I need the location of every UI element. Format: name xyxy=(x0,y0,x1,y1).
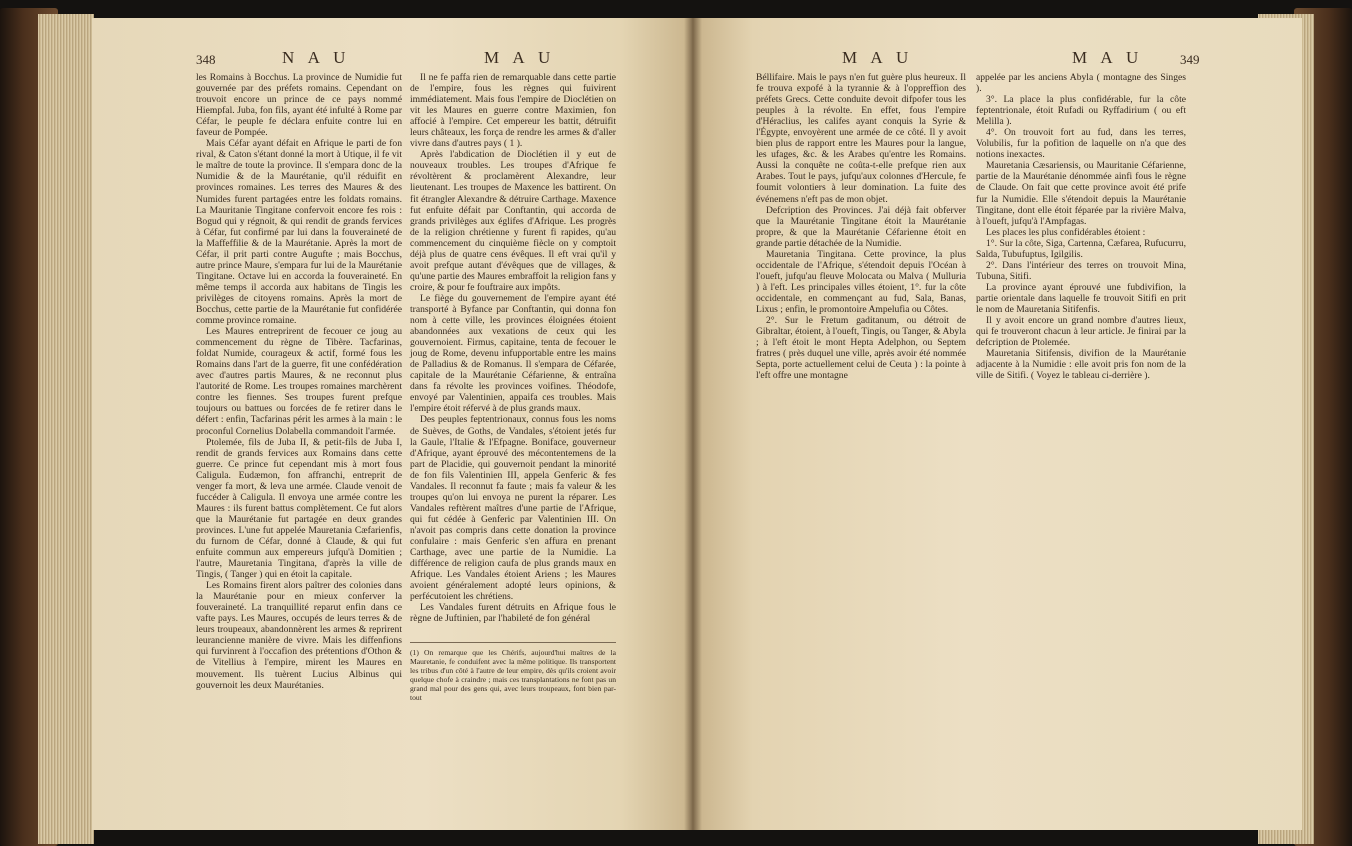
paragraph: 4°. On trouvoit fort au fud, dans les terres, Volubilis, fur la pofition de laquelle on n'a que des notions inexactes. xyxy=(976,127,1186,161)
right-page xyxy=(692,18,1302,830)
paragraph: Les Vandales furent détruits en Afrique fous le règne de Juftinien, par l'habileté de fon général xyxy=(410,602,616,625)
paragraph: 2°. Dans l'intérieur des terres on trouvoit Mina, Tubuna, Sitifi. xyxy=(976,259,1186,282)
text-column-1 xyxy=(756,72,966,381)
page-number: 349 xyxy=(1180,52,1200,67)
paragraph: appelée par les anciens Abyla ( montagne des Singes ). xyxy=(976,72,1186,95)
paragraph: 2°. Sur le Fretum gaditanum, ou détroit de Gibraltar, étoient, à l'oueft, Tingis, ou Tanger, & Abyla ; à l'eft étoit le mont Hepta Adelphon, ou Septem fratres ( près duquel une ville, après avoir été nommée Septa, porte actuellement celui de Ceuta ) : la pointe à l'eft offre une montagne xyxy=(756,315,966,382)
running-head-left: M A U xyxy=(842,48,914,67)
running-head-right: M A U xyxy=(484,48,556,67)
paragraph: Il ne fe paffa rien de remarquable dans cette partie de l'empire, fous les règnes qui fuivirent immédiatement. Mais fous l'empire de Dioclétien on vit les Maures en guerre contre Maximien, fon affocié à l'empire. Cet empereur les battit, détruifit leurs châteaux, les força de rendre les armes & d'aller vivre dans d'autres pays ( 1 ). xyxy=(410,72,616,150)
paragraph: Mauretania Tingitana. Cette province, la plus occidentale de l'Afrique, s'étendoit depuis l'Océan à l'oueft, jufqu'au fleuve Molocata ou Malva ( Mulluria ) à l'eft. Les principales villes étoient, 1°. fur la côte occidentale, en commençant au fud, Sala, Banas, Lixus ; enfin, le promontoire Ampelufia ou Côtes. xyxy=(756,248,966,315)
paragraph: Mauretania Cæsariensis, ou Mauritanie Céfarienne, partie de la Maurétanie dénommée ainfi fous le règne de Claude. On fait que cette province avoit été prife fur la Numidie. Elle s'étendoit depuis la Maurétanie Tingitane, dont elle étoit féparée par la rivière Malva, à l'oueft, jufqu'à l'Ampfagas. xyxy=(976,160,1186,227)
paragraph: Mais Céfar ayant défait en Afrique le parti de fon rival, & Caton s'étant donné la mort à Utique, il fe vit le maître de toute la province. Il s'empara donc de la Numidie & de la Maurétanie, qu'il réduifit en provinces romaines. Les terres des Maures & des Numides furent partagées entre les foldats romains. La Mauritanie Tingitane confervoit encore fes rois : Bogud qui y régnoit, & qui rendit de grands fervices à Céfar, fut confirmé par lui dans la fouveraineté de la Maffeffilie & de la Maurétanie. Après la mort de Céfar, il prit parti contre Augufte ; mais Bocchus, autre prince Maure, s'empara fur lui de la Maurétanie Tingitane. Octave lui en accorda la fouveraineté. En même temps il accorda aux habitans de Tingis les privilèges de citoyens romains. Après la mort de Bocchus, cette partie de la Maurétanie fut confidérée comme province romaine. xyxy=(196,138,402,327)
paragraph: La province ayant éprouvé une fubdivifion, la partie orientale dans laquelle fe trouvoit Sitifi en prit le nom de Mauretania Sitifenfis. xyxy=(976,281,1186,315)
running-head-left: N A U xyxy=(282,48,351,67)
page-edges-left xyxy=(38,14,94,844)
paragraph: Les places les plus confidérables étoient : xyxy=(986,226,1146,238)
paragraph: 1°. Sur la côte, Siga, Cartenna, Cæfarea, Rufucurru, Salda, Tubufuptus, Igilgilis. xyxy=(976,237,1186,260)
paragraph: Le fiège du gouvernement de l'empire ayant été transporté à Byfance par Conftantin, qui donna fon nom à cette ville, les provinces éloignées étoient abandonnées aux vexations de ceux qui les gouvernoient. Firmus, capitaine, tenta de fecouer le joug de Rome, devenu infupportable entre les mains de Palladius & de Romanus. Il s'empara de Céfarée, capitale de la Maurétanie Céfarienne, & entraîna dans fa révolte les provinces voifines. Théodofe, envoyé par Valentinien, appaifa ces troubles. Mais l'empire étoit réfervé à de plus grands maux. xyxy=(410,292,616,415)
left-page xyxy=(92,18,692,830)
running-head-right: M A U xyxy=(1072,48,1144,67)
paragraph: Les Maures entreprirent de fecouer ce joug au commencement du règne de Tibère. Tacfarinas, foldat Numide, courageux & actif, formé fous les Romains dans l'art de la guerre, fit une confédération avec d'autres partis Maures, & ne reconnut plus l'autorité de Rome. Les troupes romaines marchèrent contre les fiennes. Ses troupes furent prefque toujours ou battues ou forcées de fe retirer dans le défert : enfin, Tacfarinas périt les armes à la main : le proconful Cornelius Dolabella commandoit l'armée. xyxy=(196,326,402,437)
text-column-2 xyxy=(410,72,616,624)
book-gutter xyxy=(684,18,702,830)
text-column-2 xyxy=(976,72,1186,381)
footnote-rule xyxy=(410,642,616,643)
paragraph: les Romains à Bocchus. La province de Numidie fut gouvernée par des préfets romains. Cependant on trouvoit encore un prince de ce pays nommé Hiempfal. Juba, fon fils, ayant été infulté à Rome par Céfar, le peuple fe déclara enfuite contre lui en faveur de Pompée. xyxy=(196,72,402,139)
paragraph: Après l'abdication de Dioclétien il y eut de nouveaux troubles. Les troupes d'Afrique fe révoltèrent & proclamèrent Alexandre, leur lieutenant. Les troupes de Maxence les battirent. On fit étrangler Alexandre & détruire Carthage. Maxence fut enfuite défait par Conftantin, qui accorda de grands privilèges aux églifes d'Afrique. Les progrès de la religion chrétienne y furent fi rapides, qu'au commencement du cinquième fiècle on y comptoit déjà plus de quatre cens évêques. Il eft vrai qu'il y avoit prefque autant d'évêques que de villages, & qu'une partie des Maures embraffoit la religion fans y croire, & pour fe fouftraire aux impôts. xyxy=(410,149,616,293)
page-number: 348 xyxy=(196,52,216,67)
paragraph: 3°. La place la plus confidérable, fur la côte feptentrionale, étoit Rufadi ou Ryffadirium ( ou eft Melilla ). xyxy=(976,94,1186,128)
paragraph: Béllifaire. Mais le pays n'en fut guère plus heureux. Il fe trouva expofé à la tyrannie & à l'oppreffion des préfets Grecs. Cette conduite devoit difpofer tous les peuples à la révolte. En effet, fous l'empire d'Héraclius, les califes ayant conquis la Syrie & l'Égypte, envoyèrent une armée de ce côté. Il y avoit bien plus de rapport entre les Maures pour la langue, les ufages, &c. & les Arabes qu'entre les Romains. Aussi la conquête ne coûta-t-elle prefque rien aux Arabes. Tout le pays, jufqu'aux colonnes d'Hercule, fe foumit volontiers à leur domination. La fuite des événemens n'eft pas de mon objet. xyxy=(756,72,966,205)
paragraph: Defcription des Provinces. J'ai déjà fait obferver que la Maurétanie Tingitane étoit la Maurétanie propre, & que la Maurétanie Céfarienne étoit en grande partie détachée de la Numidie. xyxy=(756,204,966,249)
paragraph: Les Romains firent alors paîtrer des colonies dans la Maurétanie pour en mieux conferver la fouveraineté. La tranquillité reparut enfin dans ce vafte pays. Les Maures, occupés de leurs terres & de leurs troupeaux, abandonnèrent les armes & reprirent leurancienne manière de vivre. Mais les diffenfions qui furvinrent à l'occafion des prétentions d'Othon & de Vitellius à l'empire, mirent les Maures en mouvement. Ils tuèrent Lucius Albinus qui gouvernoit les deux Maurétanies. xyxy=(196,580,402,691)
paragraph: Mauretania Sitifensis, divifion de la Maurétanie adjacente à la Numidie : elle avoit pris fon nom de la ville de Sitifi. ( Voyez le tableau ci-derrière ). xyxy=(976,348,1186,382)
text-column-1 xyxy=(196,72,402,691)
paragraph: Il y avoit encore un grand nombre d'autres lieux, qui fe trouveront chacun à leur article. Je finirai par la defcription de Ptolemée. xyxy=(976,315,1186,349)
paragraph: Ptolemée, fils de Juba II, & petit-fils de Juba I, rendit de grands fervices aux Romains dans cette guerre. Ce prince fut cependant mis à mort fous Caligula. Eudæmon, fon affranchi, entreprit de venger fa mort, & leva une armée. Claude venoit de fuccéder à Caligula. Il envoya une armée contre les Maures : ils furent battus complètement. Ce fut alors que la Maurétanie fut partagée en deux grandes provinces. L'une fut appelée Mauretania Cæfarienfis, du furnom de Céfar, donné à Claude, & qui fut enfuite commun aux empereurs jufqu'à Domitien ; l'autre, Mauretania Tingitana, d'après la ville de Tingis, ( Tanger ) qui en étoit la capitale. xyxy=(196,436,402,581)
paragraph: Des peuples feptentrionaux, connus fous les noms de Suèves, de Goths, de Vandales, s'étoient jetés fur la Gaule, l'Italie & l'Efpagne. Boniface, gouverneur d'Afrique, ayant éprouvé des mécontentemens de la part de Placidie, qui gouvernoit pendant la minorité de fon fils Valentinien III, appela Genferic & fes Vandales. Il reconnut fa faute ; mais fa valeur & les troupes qu'on lui envoya ne purent la réparer. Les Vandales reftèrent maîtres d'une partie de l'Afrique, qui fut cédée à Genferic par Valentinien III. On n'avoit pas compris dans cette donation la province confulaire : mais Genferic s'en affura en prenant Carthage, avec une partie de la Numidie. La différence de religion caufa de plus grands maux en Afrique. Les Vandales étoient Ariens ; les Maures avoient généralement adopté leurs opinions, & perfécutoient les chrétiens. xyxy=(410,414,616,603)
footnote: (1) On remarque que les Chérifs, aujourd'hui maîtres de la Mauretanie, fe conduifent avec la même politique. Ils transportent les tribus d'un côté à l'autre de leur empire, dès qu'ils croient avoir quelque chofe à craindre ; mais ces transplantations ne font pas un grand mal pour des gens qui, avec leurs troupeaux, font bien par-tout xyxy=(410,648,616,702)
